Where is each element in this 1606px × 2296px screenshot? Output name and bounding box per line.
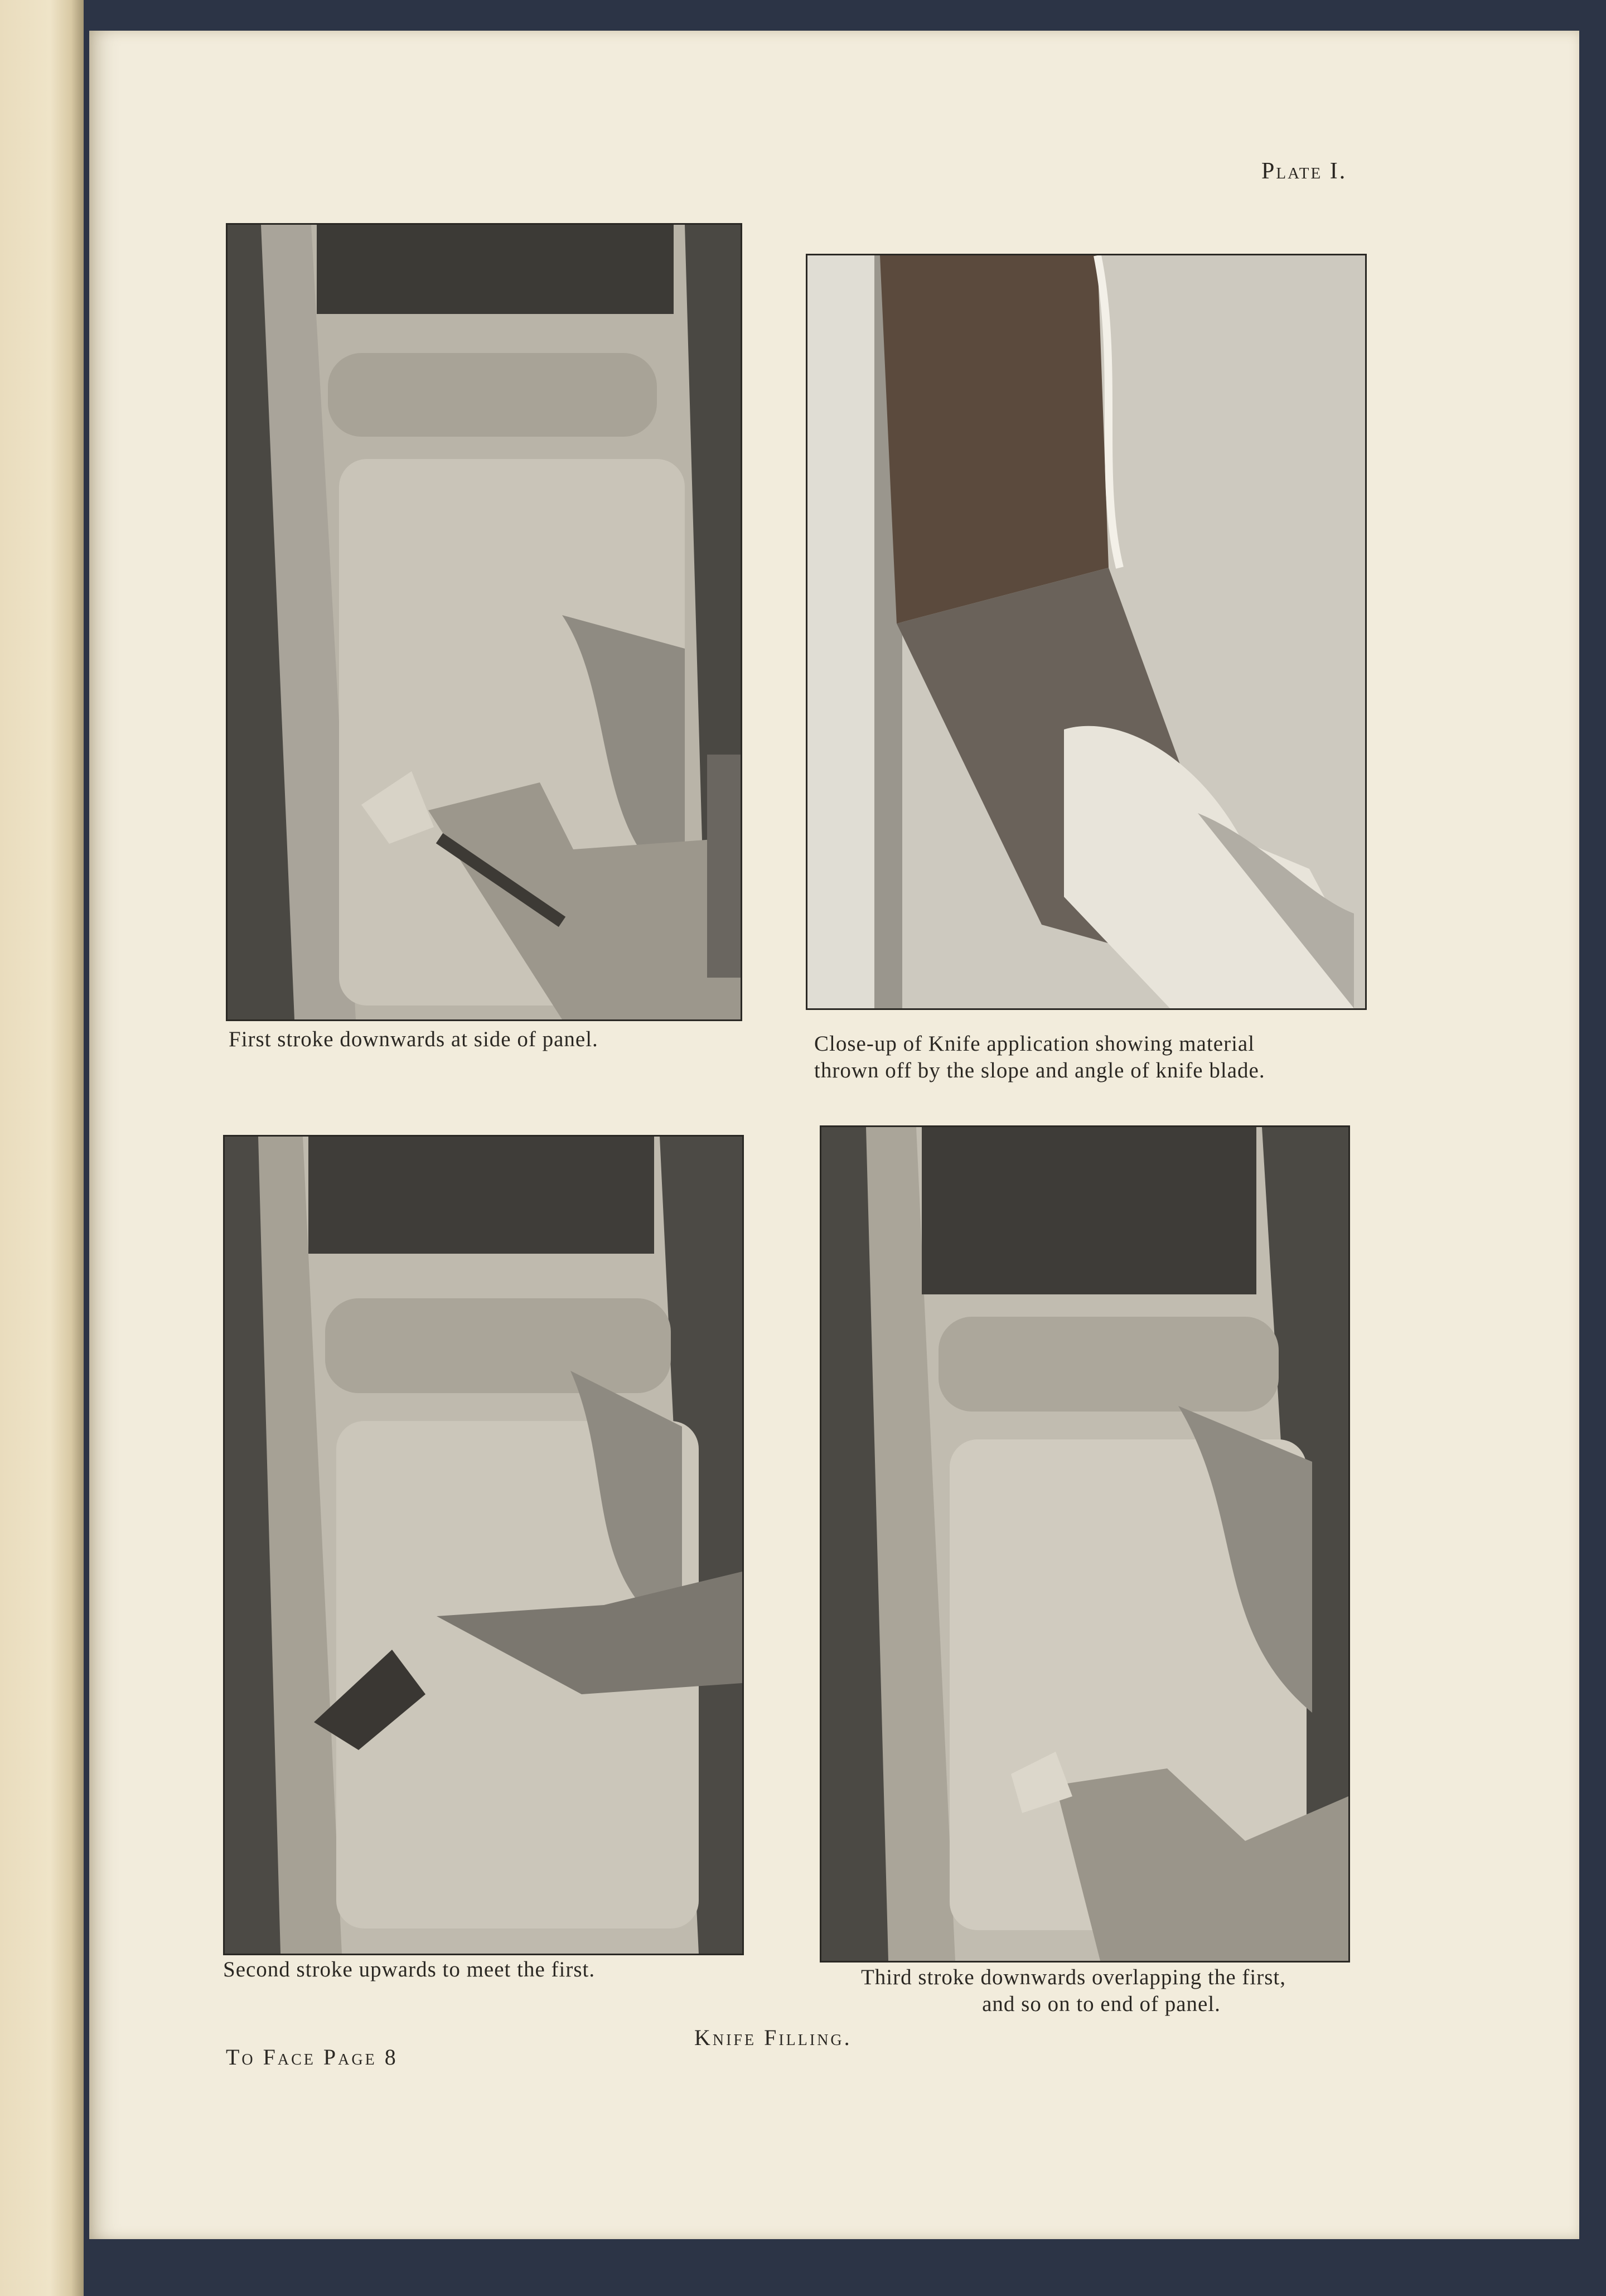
caption-line: Close-up of Knife application showing material (814, 1032, 1255, 1056)
facing-page-edge (0, 0, 84, 2296)
caption-line: Second stroke upwards to meet the first. (223, 1957, 596, 1981)
photo-third-stroke (820, 1125, 1350, 1963)
caption-first-stroke (229, 1026, 598, 1053)
caption-line: and so on to end of panel. (982, 1992, 1221, 2016)
photo-second-stroke (223, 1135, 744, 1955)
plate-title: Knife Filling. (694, 2025, 852, 2050)
caption-third-stroke (817, 1964, 1330, 2018)
caption-knife-closeup (814, 1031, 1265, 1084)
plate-label: Plate I. (1261, 158, 1347, 184)
caption-line: First stroke downwards at side of panel. (229, 1027, 598, 1051)
caption-second-stroke (223, 1956, 595, 1983)
facing-page-note: To Face Page 8 (226, 2044, 398, 2070)
caption-line: Third stroke downwards overlapping the first, (860, 1965, 1286, 1989)
photo-first-stroke (226, 223, 742, 1021)
caption-line: thrown off by the slope and angle of knife blade. (814, 1058, 1265, 1082)
photo-knife-closeup (806, 254, 1367, 1010)
